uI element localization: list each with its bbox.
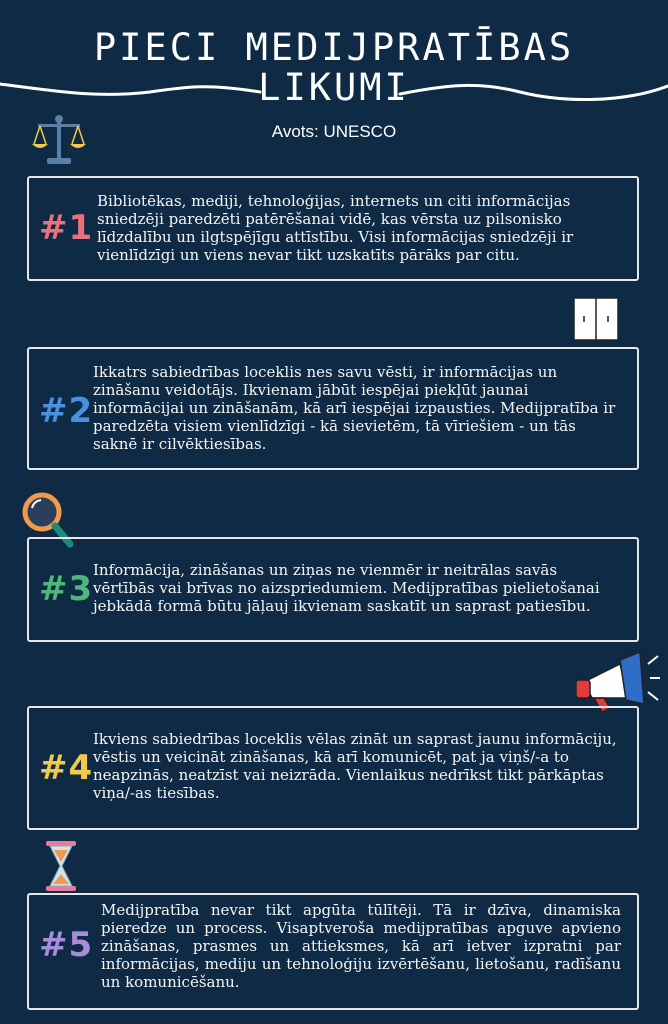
- law-number-3: #3: [39, 569, 94, 609]
- wave-decoration: [0, 62, 668, 112]
- law-card-3: [27, 537, 639, 642]
- law-number-1: #1: [39, 208, 94, 248]
- law-number-2: #2: [39, 391, 94, 431]
- source-label: Avots: UNESCO: [271, 122, 397, 141]
- hourglass-icon: [44, 840, 78, 892]
- law-text-3: Informācija, zināšanas un ziņas ne vienmēr ir neitrālas savās vērtībās vai brīvas no aizspriedumiem. Medijpratības pielietošanai jebkādā formā būtu jāļauj ikvienam saskatīt un saprast patiesību.: [93, 561, 600, 615]
- law-card-5: [27, 893, 639, 1010]
- law-text-5: Medijpratība nevar tikt apgūta tūlītēji. Tā ir dzīva, dinamiska pieredze un process. Visaptveroša medijpratības apguve apvieno zināšanas, prasmes un attieksmes, kā arī ietver izpratni par informācijas, mediju un tehnoloģiju izvērtēšanu, lietošanu, radīšanu un komunicēšanu.: [101, 901, 621, 991]
- law-text-4: Ikviens sabiedrības loceklis vēlas zināt un saprast jaunu informāciju, vēstis un veicināt zināšanas, kā arī komunicēt, pat ja viņš/-a to neapzinās, neatzīst vai neizrāda. Vienlaikus nedrīkst tikt pārkāptas viņa/-as tiesības.: [93, 730, 617, 802]
- law-text-1: Bibliotēkas, mediji, tehnoloģijas, internets un citi informācijas sniedzēji paredzēti patērēšanai vidē, kas vērsta uz pilsonisko līdzdalību un ilgtspējīgu attīstību. Visi informācijas sniedzēji ir vienlīdzīgi un viens nevar tikt uzskatīts pārāks par citu.: [97, 192, 574, 264]
- law-text-2: Ikkatrs sabiedrības loceklis nes savu vēsti, ir informācijas un zināšanu veidotājs. Ikvienam jābūt iespējai piekļūt jaunai informācijai un zināšanām, kā arī iespējai izpausties. Medijpratība ir paredzēta visiem vienlīdzīgi - kā sievietēm, tā vīriešiem - un tās saknē ir cilvēktiesības.: [93, 363, 616, 453]
- law-card-4: [27, 706, 639, 830]
- scales-icon: [30, 112, 88, 170]
- title-line-2: LIKUMI: [258, 66, 410, 109]
- law-card-2: [27, 347, 639, 470]
- title-line-1: PIECI MEDIJPRATĪBAS: [93, 26, 575, 69]
- law-number-5: #5: [39, 925, 94, 965]
- law-number-4: #4: [39, 748, 94, 788]
- law-card-1: [27, 176, 639, 281]
- door-icon: [572, 296, 620, 342]
